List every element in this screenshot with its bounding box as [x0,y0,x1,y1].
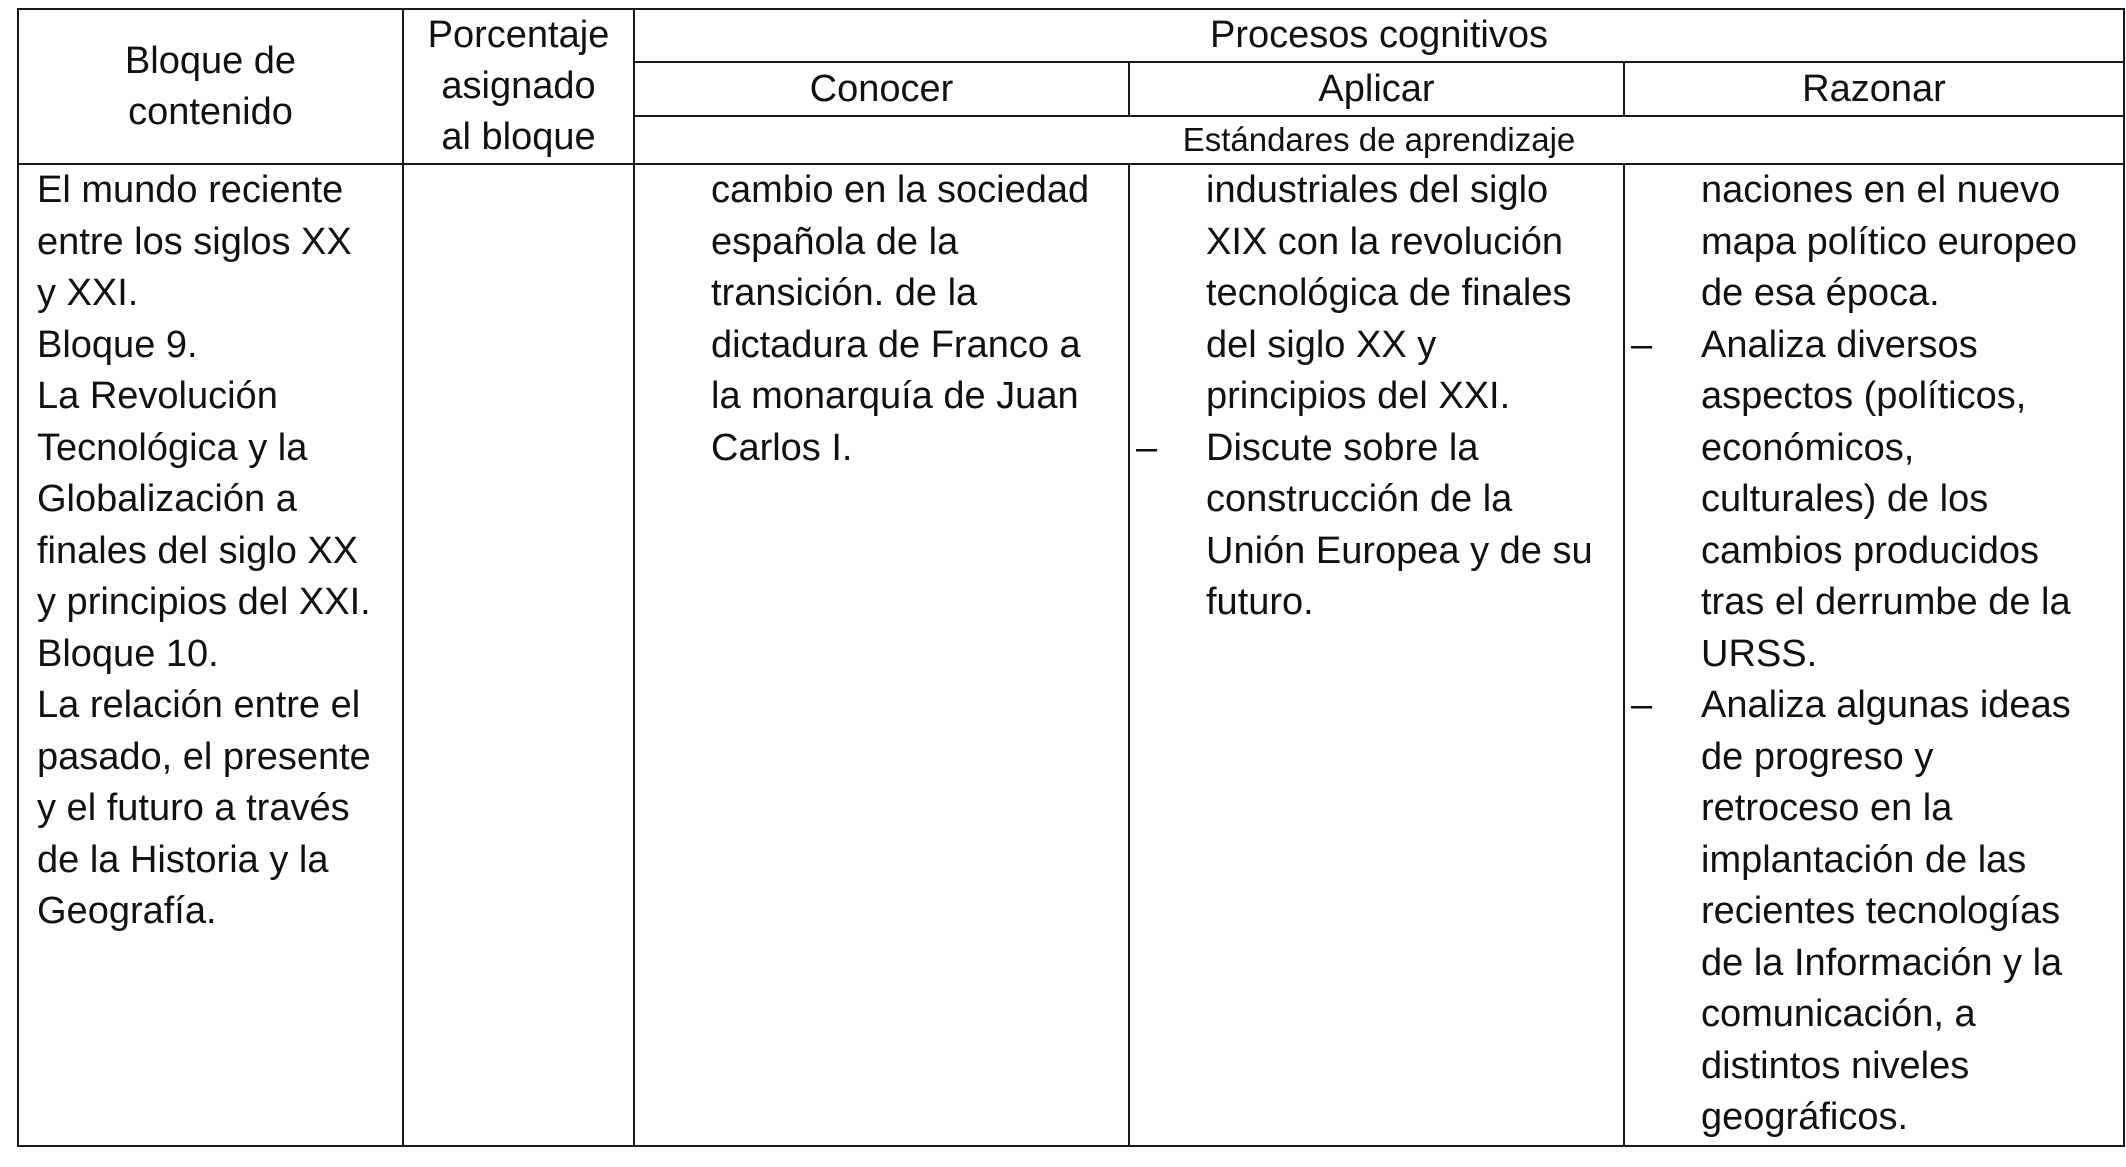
bloque-line: El mundo reciente [37,169,344,211]
aplicar-item-line: tecnológica de finales [1206,272,1572,314]
conocer-item-line: transición. de la [711,272,978,314]
razonar-item [1625,680,2123,1144]
bloque-line: entre los siglos XX [37,220,352,263]
dash-bullet: – [1136,426,1158,469]
conocer-item-line: cambio en la sociedad [711,169,1090,211]
header-aplicar: Aplicar [1129,62,1624,115]
porcentaje-cell [403,164,634,1146]
conocer-item-line: dictadura de Franco a [711,323,1081,366]
razonar-list [1625,165,2123,1144]
header-porcentaje-line3: al bloque [441,116,596,158]
dash-bullet: – [1631,323,1653,366]
bloque-line: y principios del XXI. [37,581,371,623]
bloque-line: La Revolución [37,375,278,417]
razonar-cell [1624,164,2124,1146]
header-procesos-cognitivos: Procesos cognitivos [634,9,2124,62]
bloque-line: y el futuro a través [37,787,350,829]
razonar-item-line: distintos niveles [1701,1044,1970,1087]
bloque-line: Geografía. [37,890,217,932]
razonar-item-line: geográficos. [1701,1096,1909,1138]
razonar-item-line: Analiza algunas ideas [1701,684,2071,726]
aplicar-cell [1129,164,1624,1146]
bloque-line: y XXI. [37,272,139,314]
curriculum-table [17,8,2125,1147]
header-porcentaje [403,9,634,164]
bloque-line: Tecnológica y la [37,426,308,469]
header-porcentaje-line1: Porcentaje [427,14,610,56]
razonar-item-line: cambios producidos [1701,529,2039,572]
header-conocer: Conocer [634,62,1129,115]
razonar-item-line: recientes tecnologías [1701,890,2061,932]
razonar-item-line: culturales) de los [1701,478,1989,520]
conocer-cell [634,164,1129,1146]
bloque-line: Globalización a [37,478,297,520]
bloque-cell [18,164,403,1146]
conocer-item [635,165,1128,474]
razonar-item-line: comunicación, a [1701,993,1976,1035]
dash-bullet: – [1631,684,1653,726]
aplicar-item-line: del siglo XX y [1206,323,1437,366]
bloque-line: de la Historia y la [37,838,329,881]
aplicar-item-line: Unión Europea y de su [1206,529,1593,572]
bloque-text [19,165,402,938]
razonar-item [1625,320,2123,681]
razonar-item-line: retroceso en la [1701,787,1953,829]
header-razonar: Razonar [1624,62,2124,115]
razonar-item-line: naciones en el nuevo [1701,169,2061,211]
header-porcentaje-line2: asignado [441,65,596,107]
bloque-line: Bloque 9. [37,323,198,366]
razonar-item-line: tras el derrumbe de la [1701,581,2071,623]
razonar-item-line: aspectos (políticos, [1701,375,2027,417]
aplicar-list [1130,165,1623,629]
aplicar-item-line: XIX con la revolución [1206,220,1563,263]
razonar-item-line: Analiza diversos [1701,323,1978,366]
conocer-item-line: Carlos I. [711,426,853,469]
razonar-item-line: implantación de las [1701,838,2027,881]
bloque-line: Bloque 10. [37,632,219,675]
bloque-line: La relación entre el [37,684,361,726]
aplicar-item-line: industriales del siglo [1206,169,1549,211]
razonar-item-line: de progreso y [1701,735,1934,778]
aplicar-item-line: futuro. [1206,581,1314,623]
aplicar-item-line: construcción de la [1206,478,1513,520]
header-bloque-line1: Bloque de [124,39,297,82]
razonar-item-line: mapa político europeo [1701,220,2078,263]
bloque-line: finales del siglo XX [37,529,359,572]
header-bloque-line2: contenido [128,90,293,133]
aplicar-item [1130,165,1623,423]
razonar-item [1625,165,2123,320]
header-bloque-de-contenido [18,9,403,164]
conocer-item-line: española de la [711,220,959,263]
razonar-item-line: URSS. [1701,632,1818,675]
conocer-list [635,165,1128,474]
aplicar-item [1130,423,1623,629]
header-estandares-de-aprendizaje: Estándares de aprendizaje [634,116,2124,164]
razonar-item-line: económicos, [1701,426,1915,469]
conocer-item-line: la monarquía de Juan [711,375,1079,417]
bloque-line: pasado, el presente [37,735,371,778]
razonar-item-line: de esa época. [1701,272,1940,314]
razonar-item-line: de la Información y la [1701,941,2063,984]
aplicar-item-line: Discute sobre la [1206,426,1479,469]
aplicar-item-line: principios del XXI. [1206,375,1511,417]
